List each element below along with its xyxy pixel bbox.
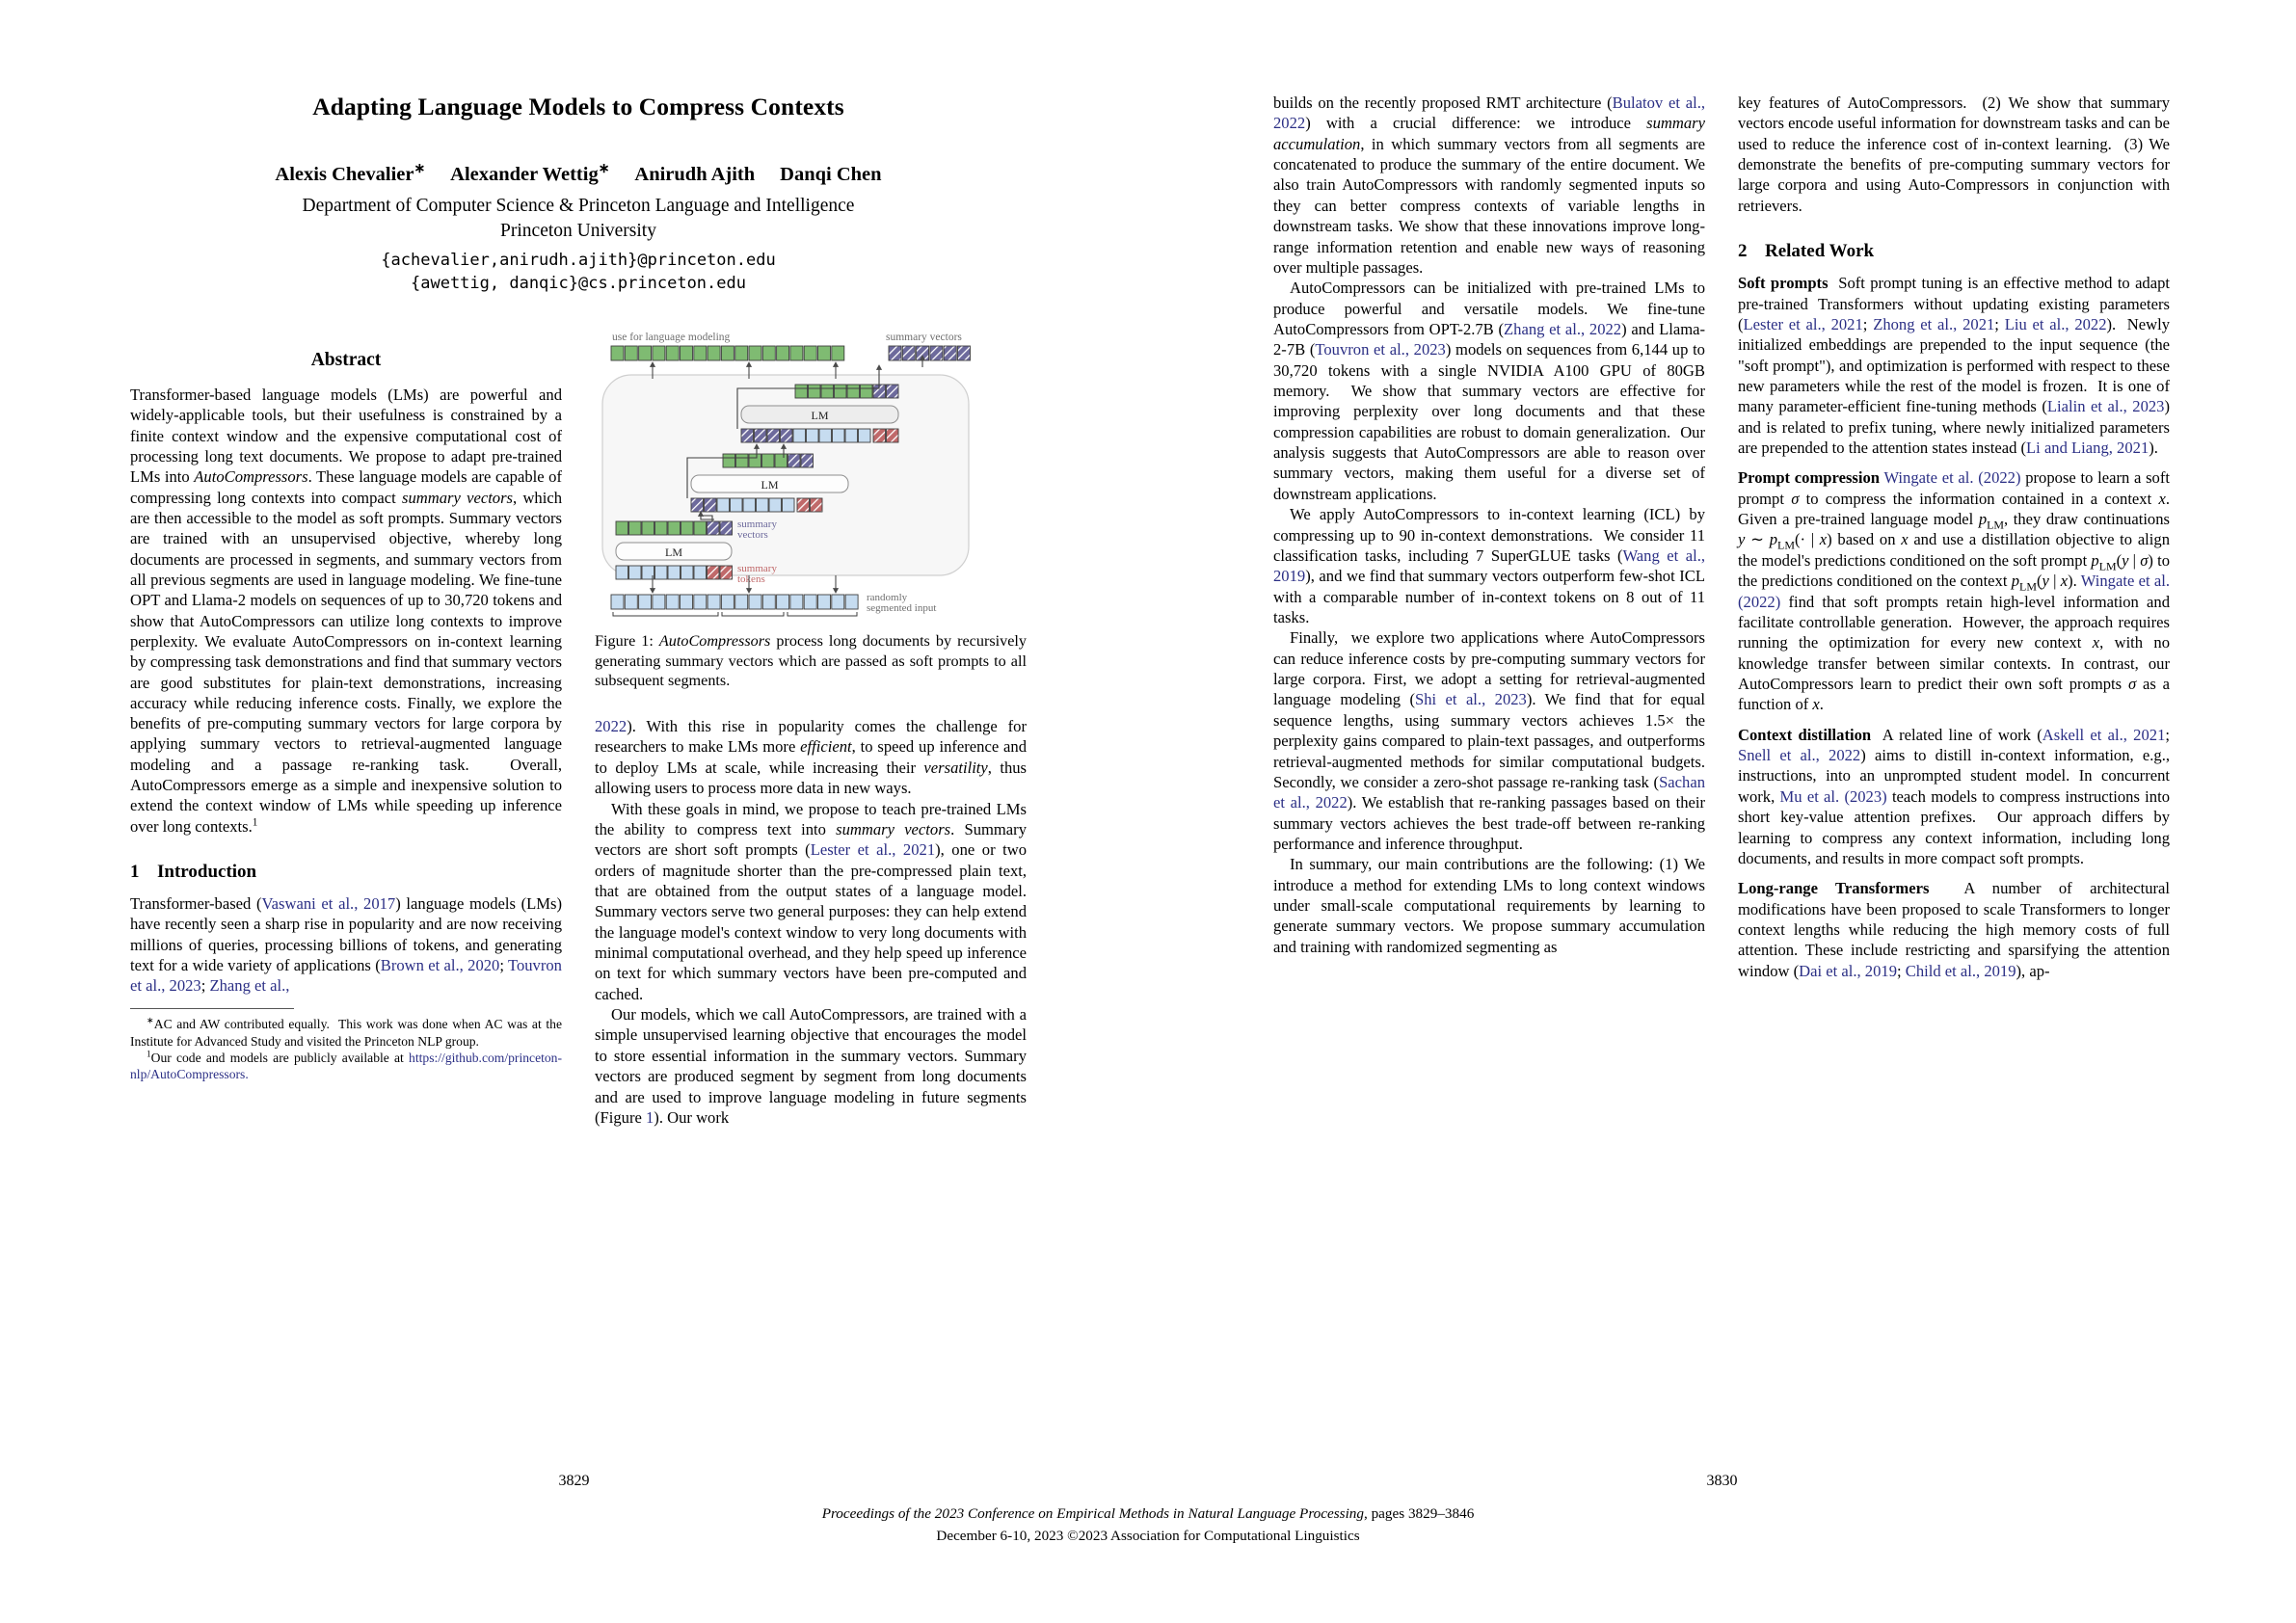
email-line-1: {achevalier,anirudh.ajith}@princeton.edu bbox=[381, 250, 776, 270]
svg-text:use for language modeling: use for language modeling bbox=[612, 332, 731, 344]
runin-heading-long-range: Long-range Transformers bbox=[1738, 879, 1930, 898]
related-long-range: Long-range Transformers A number of architectural modifications have been proposed to scale Transformers to longer context lengths while reducing the high memory costs of full attention. These include restricting and sparsifying the attention window (Dai et al., 2019; Child et al., 2019), ap- bbox=[1738, 879, 2170, 980]
related-soft-prompts: Soft prompts Soft prompt tuning is an effective method to adapt pre-trained Transformers without updating existing parameters (Lester et al., 2021; Zhong et al., 2021; Liu et al., 2022). Newly initialized embeddings are prepended to the input sequence (the "soft prompt"), and optimization is performed with respect to these new parameters while the rest of the model is frozen. It is one of many parameter-efficient fine-tuning methods (Lialin et al., 2023) and is related to prefix tuning, where newly initialized parameters are prepended to the attention states instead (Li and Liang, 2021). bbox=[1738, 274, 2171, 458]
citation-liu[interactable]: Liu et al., 2022 bbox=[2004, 314, 2107, 333]
citation-wang[interactable]: Wang et al., 2019 bbox=[1273, 545, 1705, 586]
page-title: Adapting Language Models to Compress Contexts bbox=[312, 93, 844, 120]
intro-paragraph-3-cont: builds on the recently proposed RMT architecture (Bulatov et al., 2022) with a crucial difference: we introduce summary accumulation, in which summary vectors from all segments are concatenated to produce the summary of the entire document. We also train AutoCompressors with randomly segmented inputs so they can better compress contexts of variable lengths in downstream tasks. We show that these innovations improve long-range information retention and enable new ways of reasoning over multiple passages. bbox=[1273, 93, 1705, 277]
citation-li-liang[interactable]: Li and Liang, 2021 bbox=[2026, 439, 2149, 458]
footnote-star: ∗AC and AW contributed equally. This work was done when AC was at the Institute for Advanced Study and visited the Princeton NLP group. bbox=[130, 1015, 562, 1049]
citation-bulatov[interactable]: Bulatov et al., 2022 bbox=[1273, 93, 1705, 133]
author-4: Danqi Chen bbox=[780, 164, 882, 185]
section-number: 1 bbox=[130, 862, 140, 882]
citation-shi[interactable]: Shi et al., 2023 bbox=[1414, 690, 1527, 709]
citation-zhang-2022[interactable]: Zhang et al., 2022 bbox=[1504, 319, 1622, 338]
author-3: Anirudh Ajith bbox=[634, 164, 756, 185]
figure-1 bbox=[595, 329, 1027, 691]
citation-snell[interactable]: Snell et al., 2022 bbox=[1738, 746, 1861, 765]
footer-proceedings: Proceedings of the 2023 Conference on Empirical Methods in Natural Language Processing bbox=[821, 1505, 1364, 1522]
page-number-right: 3830 bbox=[1706, 1473, 1738, 1489]
intro-paragraph-4: AutoCompressors can be initialized with pre-trained LMs to produce powerful and versatile models. We fine-tune AutoCompressors from OPT-2.7B (Zhang et al., 2022) and Llama-2-7B (Touvron et al., 2023) models on sequences from 6,144 up to 30,720 tokens with a single NVIDIA A100 GPU of 80GB memory. We show that summary vectors are effective for improving perplexity over long documents and that these compression capabilities are robust to domain generalization. Our analysis suggests that AutoCompressors are able to reason over summary vectors, making them useful for a diverse set of downstream applications. bbox=[1273, 279, 1705, 503]
page-number-left: 3829 bbox=[558, 1473, 590, 1489]
citation-lester-2021[interactable]: Lester et al., 2021 bbox=[1743, 314, 1863, 333]
runin-heading-context-distillation: Context distillation bbox=[1738, 725, 1872, 744]
two-column-body-right bbox=[1273, 93, 2175, 981]
related-prompt-compression: Prompt compression Wingate et al. (2022) propose to learn a soft prompt σ to compress the information contained in a context x. Given a pre-trained language model $p_{LM}$, they draw continuations y ∼ $p_{LM}(\cdot$ | x) based on x and use a distillation objective to align the model's predictions conditioned on the soft prompt $p_{LM}(y$ | σ) to the predictions conditioned on the context $p_{LM}(y$ | x). Wingate et al. (2022) find that soft prompts retain high-level information and facilitate controllable generation. However, the approach requires running the optimization for every new context x, with no knowledge transfer between similar contexts. In contrast, our AutoCompressors learn to predict their own soft prompts σ as a function of x. bbox=[1738, 468, 2171, 714]
svg-text:summary: summary bbox=[737, 563, 777, 575]
author-list bbox=[130, 164, 1027, 186]
section-number-2: 2 bbox=[1738, 241, 1748, 262]
email-line-2: {awettig, danqic}@cs.princeton.edu bbox=[411, 274, 746, 294]
repo-url[interactable]: https://github.com/princeton-nlp/AutoCompressors. bbox=[130, 1050, 562, 1082]
citation-touvron[interactable]: Touvron et al., 2023 bbox=[130, 956, 562, 996]
svg-text:LM: LM bbox=[665, 545, 682, 560]
citation-brown[interactable]: Brown et al., 2020 bbox=[380, 956, 500, 975]
section-title: Introduction bbox=[157, 862, 257, 882]
svg-text:tokens: tokens bbox=[737, 573, 765, 586]
figure-ref-1[interactable]: 1 bbox=[646, 1107, 654, 1127]
intro-paragraph-6: Finally, we explore two applications where AutoCompressors can reduce inference costs by pre-computing summary vectors for large corpora. First, we adopt a setting for retrieval-augmented language modeling (Shi et al., 2023). We find that for equal sequence lengths, using summary vectors achieves 1.5× the perplexity gains compared to plain-text passages, and outperforms retrieval-augmented methods for similar computational budgets. Secondly, we consider a zero-shot passage re-ranking task (Sachan et al., 2022). We establish that re-ranking passages based on their summary vectors achieves the best trade-off between re-ranking performance and inference throughput. bbox=[1273, 628, 1706, 853]
figure-label: Figure 1: bbox=[595, 632, 654, 651]
footer-line-2: December 6-10, 2023 ©2023 Association for Computational Linguistics bbox=[936, 1527, 1360, 1544]
email-block bbox=[130, 249, 1027, 296]
abstract-heading: Abstract bbox=[310, 350, 382, 371]
column-2 bbox=[595, 329, 1027, 1128]
section-heading-related-work bbox=[1738, 241, 2170, 262]
two-column-body bbox=[130, 329, 1027, 1128]
intro-paragraph-1: Transformer-based (Vaswani et al., 2017) language models (LMs) have recently seen a sharp rise in popularity and are now receiving millions of queries, processing billions of tokens, and generating text for a wide variety of applications (Brown et al., 2020; Touvron et al., 2023; Zhang et al., bbox=[130, 894, 562, 996]
citation-sachan[interactable]: Sachan et al., 2022 bbox=[1273, 772, 1705, 812]
autocompressor-diagram bbox=[595, 329, 1027, 618]
page-right bbox=[1148, 0, 2296, 1623]
abstract-text bbox=[130, 385, 562, 837]
citation-touvron-2023[interactable]: Touvron et al., 2023 bbox=[1315, 340, 1446, 359]
citation-lialin[interactable]: Lialin et al., 2023 bbox=[2046, 397, 2165, 416]
abstract-paragraph: Transformer-based language models (LMs) are powerful and widely-applicable tools, but their usefulness is constrained by a finite context window and the expensive computational cost of processing long text documents. We propose to adapt pre-trained LMs into AutoCompressors. These language models are capable of compressing long contexts into compact summary vectors, which are then accessible to the model as soft prompts. Summary vectors are trained with an unsupervised objective, whereby long documents are processed in segments, and summary vectors from all previous segments are used in language modeling. We fine-tune OPT and Llama-2 models on sequences of up to 30,720 tokens and show that AutoCompressors can utilize long contexts to improve perplexity. We evaluate AutoCompressors on in-context learning by compressing task demonstrations and find that summary vectors are good substitutes for plain-text demonstrations, increasing accuracy while reducing inference costs. Finally, we explore the benefits of pre-computing summary vectors for large corpora by applying summary vectors to retrieval-augmented language modeling and a passage re-ranking task. Overall, AutoCompressors emerge as a simple and inexpensive solution to extend the context window of LMs while speeding up inference over long contexts.$^1$ bbox=[130, 386, 562, 836]
intro-paragraph-7: In summary, our main contributions are the following: (1) We introduce a method for extending LMs to long context windows under small-scale computational requirements by learning to generate summary vectors. We propose summary accumulation and training with randomized segmenting as bbox=[1273, 855, 1705, 956]
column-4 bbox=[1738, 93, 2170, 981]
figure-1-graphic bbox=[595, 329, 1027, 618]
figure-caption-rest: process long documents by recursively generating summary vectors which are passed as soft prompts to all subsequent segments. bbox=[595, 632, 1028, 690]
intro-paragraph-3: Our models, which we call AutoCompressors, are trained with a simple unsupervised learning objective that encourages the model to store essential information in the summary vectors. Summary vectors are produced segment by segment from long documents and are used to improve language modeling in future segments (Figure 1). Our work bbox=[595, 1005, 1027, 1127]
intro-paragraph-5: We apply AutoCompressors to in-context learning (ICL) by compressing up to 90 in-context demonstrations. We consider 11 classification tasks, including 7 SuperGLUE tasks (Wang et al., 2019), and we find that summary vectors outperform few-shot ICL with a comparable number of in-context tokens on 8 out of 11 tasks. bbox=[1273, 505, 1705, 626]
citation-vaswani[interactable]: Vaswani et al., 2017 bbox=[261, 894, 396, 913]
citation-wingate[interactable]: Wingate et al. (2022) bbox=[1883, 468, 2021, 488]
svg-text:summary: summary bbox=[737, 519, 777, 531]
affiliation-line-2: Princeton University bbox=[500, 220, 656, 241]
citation-askell[interactable]: Askell et al., 2021 bbox=[2042, 725, 2166, 744]
citation-zhong[interactable]: Zhong et al., 2021 bbox=[1873, 314, 1995, 333]
affiliation bbox=[130, 194, 1027, 244]
citation-dai[interactable]: Dai et al., 2019 bbox=[1799, 961, 1897, 980]
svg-text:summary vectors: summary vectors bbox=[886, 332, 962, 344]
footer-line-1 bbox=[0, 1503, 2296, 1526]
author-2: Alexander Wettig∗ bbox=[450, 162, 610, 185]
citation-zhang[interactable]: Zhang et al., bbox=[209, 976, 290, 996]
publication-footer bbox=[0, 1503, 2296, 1548]
affiliation-line-1: Department of Computer Science & Princeton Language and Intelligence bbox=[302, 196, 855, 216]
related-context-distillation: Context distillation A related line of work (Askell et al., 2021; Snell et al., 2022) aims to distill in-context information, e.g., instructions, into an unprompted student model. In concurrent work, Mu et al. (2023) teach models to compress instructions into short key-value attention prefixes. Our approach differs by learning to compress any context information, including long documents, and results in more compact soft prompts. bbox=[1738, 725, 2170, 867]
column-1 bbox=[130, 329, 562, 1128]
citation-child[interactable]: Child et al., 2019 bbox=[1905, 961, 2016, 980]
section-title-2: Related Work bbox=[1765, 241, 1875, 262]
svg-text:randomly: randomly bbox=[867, 592, 908, 604]
citation-mu[interactable]: Mu et al. (2023) bbox=[1779, 786, 1887, 806]
svg-text:LM: LM bbox=[811, 409, 829, 423]
figure-1-caption bbox=[595, 631, 1027, 691]
svg-text:vectors: vectors bbox=[737, 529, 768, 542]
footnote-rule bbox=[130, 1008, 294, 1010]
footnote-one: $^1$Our code and models are publicly available at https://github.com/princeton-nlp/AutoCompressors. bbox=[130, 1049, 562, 1082]
intro-paragraph-2: With these goals in mind, we propose to teach pre-trained LMs the ability to compress text into summary vectors. Summary vectors are short soft prompts (Lester et al., 2021), one or two orders of magnitude shorter than the pre-compressed plain text, that are obtained from the output states of a language model. Summary vectors serve two general purposes: they can help extend the language model's context window to very long documents with minimal computational overhead, and they help speed up inference on text for which summary vectors have been pre-computed and cached. bbox=[595, 799, 1028, 1003]
svg-text:LM: LM bbox=[761, 478, 779, 492]
footer-pages: , pages 3829–3846 bbox=[1363, 1505, 1475, 1522]
citation-wingate-2[interactable]: Wingate et al. (2022) bbox=[1738, 572, 2170, 611]
runin-heading-prompt-compression: Prompt compression bbox=[1738, 468, 1880, 488]
intro-paragraph-7-cont: key features of AutoCompressors. (2) We show that summary vectors encode useful information for downstream tasks and can be used to reduce the inference cost of in-context learning. (3) We demonstrate the benefits of pre-computing summary vectors for large corpora and using Auto-Compressors in conjunction with retrievers. bbox=[1738, 93, 2170, 215]
runin-heading-soft-prompts: Soft prompts bbox=[1738, 274, 1829, 293]
svg-text:segmented input: segmented input bbox=[867, 602, 937, 615]
section-heading-introduction bbox=[130, 862, 562, 883]
intro-paragraph-1-cont: 2022). With this rise in popularity comes the challenge for researchers to make LMs more efficient, to speed up inference and to deploy LMs at scale, while increasing their versatility, thus allowing users to process more data in new ways. bbox=[595, 717, 1027, 798]
column-3 bbox=[1273, 93, 1705, 981]
citation-zhang-year[interactable]: 2022 bbox=[595, 717, 627, 736]
citation-lester[interactable]: Lester et al., 2021 bbox=[810, 840, 936, 860]
author-1: Alexis Chevalier∗ bbox=[275, 162, 426, 185]
figure-caption-term: AutoCompressors bbox=[658, 632, 771, 651]
